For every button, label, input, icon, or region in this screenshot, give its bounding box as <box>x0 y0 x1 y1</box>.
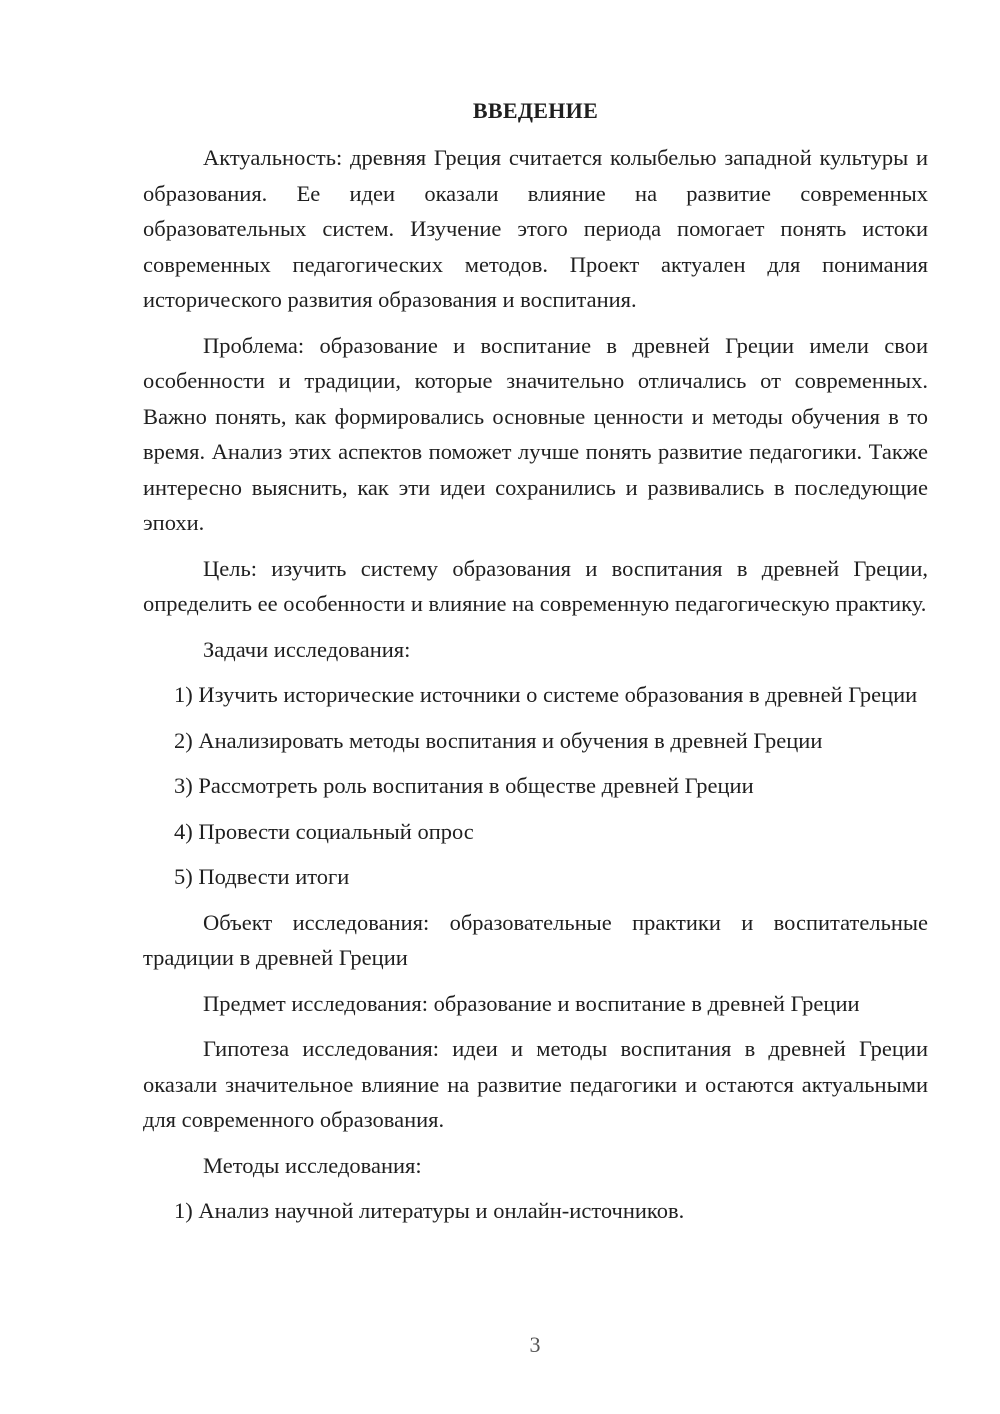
task-item: 5) Подвести итоги <box>174 864 350 889</box>
relevance-paragraph: Актуальность: древняя Греция считается колыбелью западной культуры и образования. Ее идеи оказали влияние на развитие современных образовательных систем. Изучение этого периода помогает понять истоки современных педагогических методов. Проект актуален для понимания исторического развития образования и воспитания. <box>143 145 928 312</box>
page-content <box>143 96 928 1239</box>
goal-paragraph: Цель: изучить систему образования и воспитания в древней Греции, определить ее особенности и влияние на современную педагогическую практику. <box>143 555 928 616</box>
method-item: 1) Анализ научной литературы и онлайн-источников. <box>174 1198 685 1223</box>
subject-paragraph: Предмет исследования: образование и воспитание в древней Греции <box>203 990 860 1016</box>
task-item: 2) Анализировать методы воспитания и обучения в древней Греции <box>174 727 823 753</box>
page-number: 3 <box>529 1332 541 1357</box>
task-item: 1) Изучить исторические источники о системе образования в древней Греции <box>174 682 918 707</box>
problem-paragraph: Проблема: образование и воспитание в древней Греции имели свои особенности и традиции, которые значительно отличались от современных. Важно понять, как формировались основные ценности и методы обучения в то время. Анализ этих аспектов поможет лучше понять развитие педагогики. Также интересно выяснить, как эти идеи сохранились и развивались в последующие эпохи. <box>143 332 928 535</box>
methods-heading: Методы исследования: <box>203 1152 422 1178</box>
task-item: 4) Провести социальный опрос <box>174 818 474 844</box>
task-item: 3) Рассмотреть роль воспитания в обществе древней Греции <box>174 773 754 798</box>
hypothesis-paragraph: Гипотеза исследования: идеи и методы воспитания в древней Греции оказали значительное влияние на развитие педагогики и остаются актуальными для современного образования. <box>143 1036 928 1132</box>
section-heading: ВВЕДЕНИЕ <box>472 98 599 123</box>
object-paragraph: Объект исследования: образовательные практики и воспитательные традиции в древней Греции <box>143 909 928 970</box>
tasks-heading: Задачи исследования: <box>203 636 411 662</box>
